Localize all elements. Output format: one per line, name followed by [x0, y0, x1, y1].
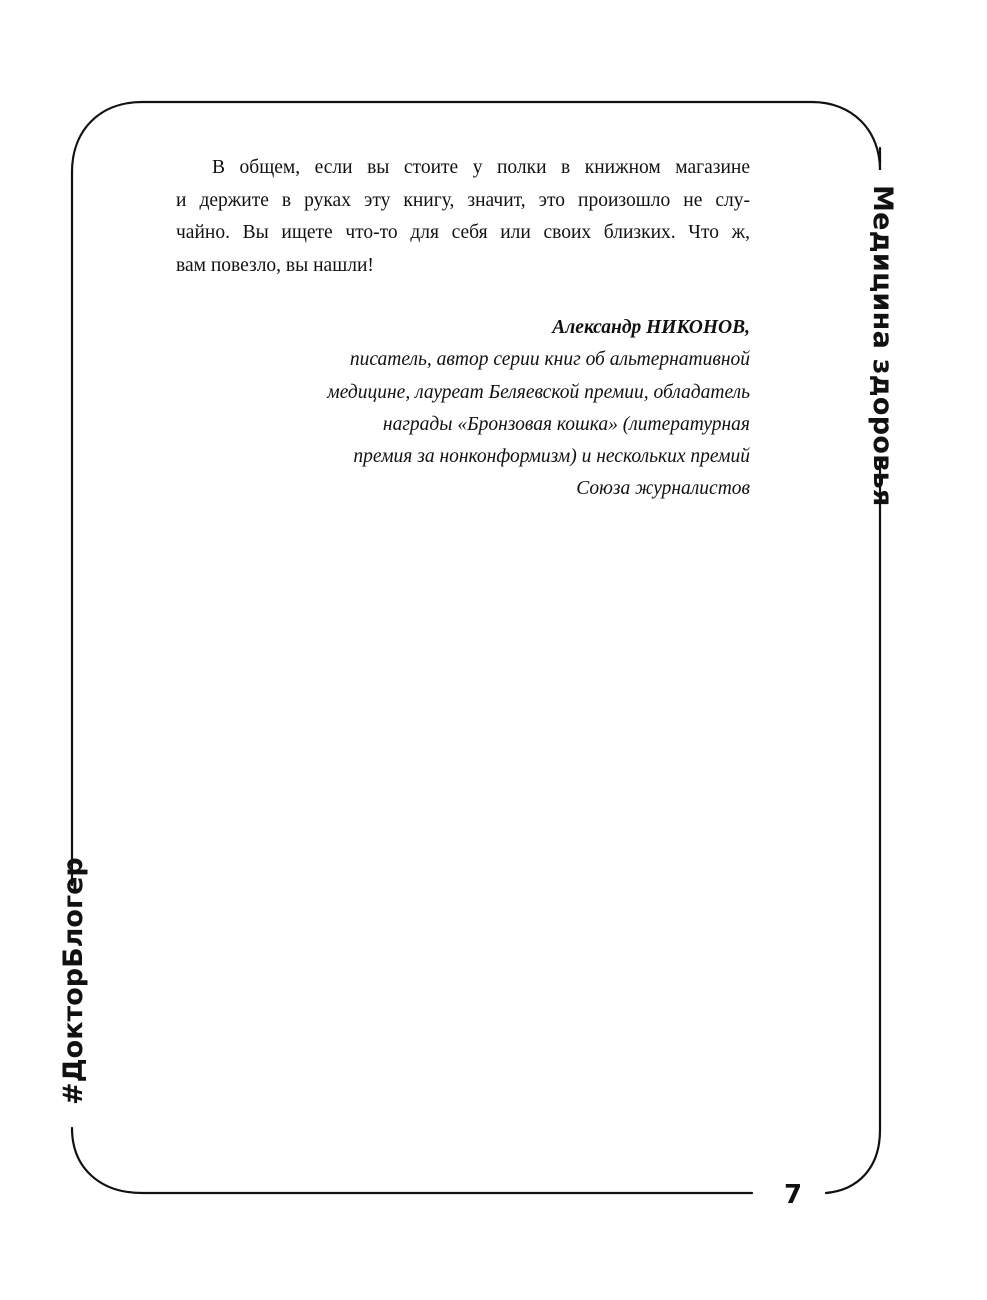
- author-credential-line: премия за нонконформизм) и нескольких премий: [353, 446, 750, 468]
- paragraph-line: чайно. Вы ищете что-то для себя или своих близких. Что ж,: [176, 222, 750, 243]
- author-name: Александр НИКОНОВ,: [552, 317, 750, 338]
- paragraph-line: В общем, если вы стоите у полки в книжном магазине: [212, 157, 750, 178]
- author-credential-line: награды «Бронзовая кошка» (литературная: [382, 413, 750, 435]
- section-title: Медицина здоровья: [867, 185, 898, 507]
- hashtag-vertical: [58, 857, 98, 1110]
- author-credential-line: писатель, автор серии книг об альтернативной: [349, 349, 750, 371]
- paragraph-line: и держите в руках эту книгу, значит, это произошло не слу-: [176, 189, 750, 211]
- frame-bottom-right-corner: [826, 1130, 880, 1193]
- page-number: 7: [783, 1180, 803, 1210]
- body-paragraph: [176, 152, 750, 282]
- hashtag-label: #ДокторБлогер: [58, 857, 89, 1105]
- author-credential-line: медицине, лауреат Беляевской премии, обладатель: [327, 381, 750, 403]
- section-title-vertical: [862, 185, 902, 507]
- author-credential-line: Союза журналистов: [576, 478, 750, 500]
- author-signature: [230, 312, 750, 506]
- frame-bottom-edge: [72, 1128, 752, 1193]
- paragraph-line: вам повезло, вы нашли!: [176, 254, 374, 276]
